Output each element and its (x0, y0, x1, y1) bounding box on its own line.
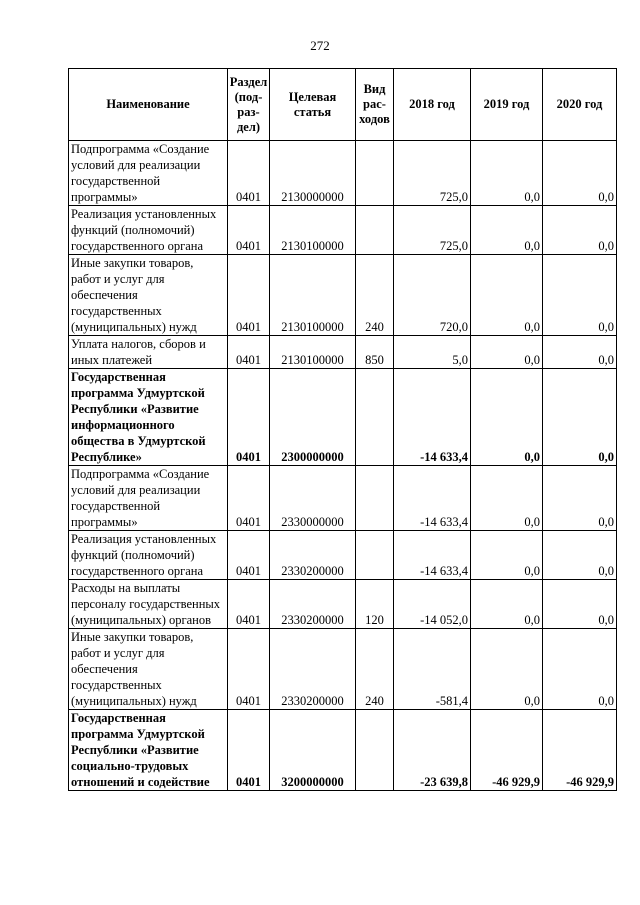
cell-y2020: 0,0 (543, 466, 617, 531)
cell-y2018: -14 052,0 (394, 580, 471, 629)
cell-type: 240 (356, 255, 394, 336)
header-type: Вид рас-ходов (356, 69, 394, 141)
cell-name: Расходы на выплаты персоналу государственных (муниципальных) органов (69, 580, 228, 629)
cell-target: 3200000000 (270, 710, 356, 791)
cell-target: 2130100000 (270, 336, 356, 369)
cell-y2020: 0,0 (543, 255, 617, 336)
cell-name: Государственная программа Удмуртской Республики «Развитие информационного общества в Удмуртской Республике» (69, 369, 228, 466)
cell-y2020: 0,0 (543, 206, 617, 255)
cell-y2019: 0,0 (471, 255, 543, 336)
header-2020: 2020 год (543, 69, 617, 141)
table-row (69, 580, 617, 629)
cell-target: 2130100000 (270, 206, 356, 255)
cell-type (356, 206, 394, 255)
table-row (69, 369, 617, 466)
cell-y2020: 0,0 (543, 141, 617, 206)
table-row (69, 629, 617, 710)
cell-section: 0401 (228, 466, 270, 531)
cell-type (356, 466, 394, 531)
cell-section: 0401 (228, 629, 270, 710)
cell-section: 0401 (228, 255, 270, 336)
table-row (69, 141, 617, 206)
cell-y2018: 725,0 (394, 206, 471, 255)
cell-y2019: -46 929,9 (471, 710, 543, 791)
cell-target: 2330200000 (270, 580, 356, 629)
header-2019: 2019 год (471, 69, 543, 141)
cell-y2018: -14 633,4 (394, 369, 471, 466)
cell-y2018: -23 639,8 (394, 710, 471, 791)
cell-name: Реализация установленных функций (полномочий) государственного органа (69, 206, 228, 255)
cell-y2018: 725,0 (394, 141, 471, 206)
cell-y2018: -581,4 (394, 629, 471, 710)
cell-type (356, 531, 394, 580)
cell-y2018: -14 633,4 (394, 531, 471, 580)
cell-type: 120 (356, 580, 394, 629)
cell-y2018: -14 633,4 (394, 466, 471, 531)
cell-name: Уплата налогов, сборов и иных платежей (69, 336, 228, 369)
cell-name: Государственная программа Удмуртской Республики «Развитие социально-трудовых отношений и содействие (69, 710, 228, 791)
cell-y2020: -46 929,9 (543, 710, 617, 791)
cell-section: 0401 (228, 531, 270, 580)
budget-table (68, 68, 617, 791)
header-name: Наименование (69, 69, 228, 141)
cell-target: 2130100000 (270, 255, 356, 336)
table-row (69, 206, 617, 255)
header-section: Раздел (под-раз-дел) (228, 69, 270, 141)
cell-y2019: 0,0 (471, 336, 543, 369)
table-row (69, 255, 617, 336)
cell-section: 0401 (228, 369, 270, 466)
cell-section: 0401 (228, 710, 270, 791)
cell-y2019: 0,0 (471, 580, 543, 629)
table-row (69, 336, 617, 369)
table-row (69, 710, 617, 791)
cell-y2020: 0,0 (543, 369, 617, 466)
cell-y2020: 0,0 (543, 336, 617, 369)
cell-y2019: 0,0 (471, 369, 543, 466)
cell-y2019: 0,0 (471, 531, 543, 580)
cell-y2019: 0,0 (471, 629, 543, 710)
cell-y2019: 0,0 (471, 141, 543, 206)
cell-y2019: 0,0 (471, 466, 543, 531)
header-row (69, 69, 617, 141)
cell-type (356, 710, 394, 791)
table-row (69, 531, 617, 580)
cell-y2019: 0,0 (471, 206, 543, 255)
header-target: Целевая статья (270, 69, 356, 141)
cell-type (356, 141, 394, 206)
cell-type (356, 369, 394, 466)
cell-name: Иные закупки товаров, работ и услуг для обеспечения государственных (муниципальных) нужд (69, 255, 228, 336)
cell-section: 0401 (228, 206, 270, 255)
cell-name: Подпрограмма «Создание условий для реализации государственной программы» (69, 141, 228, 206)
cell-target: 2330000000 (270, 466, 356, 531)
cell-section: 0401 (228, 580, 270, 629)
cell-y2020: 0,0 (543, 531, 617, 580)
cell-type: 240 (356, 629, 394, 710)
header-2018: 2018 год (394, 69, 471, 141)
cell-name: Реализация установленных функций (полномочий) государственного органа (69, 531, 228, 580)
cell-target: 2300000000 (270, 369, 356, 466)
cell-type: 850 (356, 336, 394, 369)
table-row (69, 466, 617, 531)
cell-y2020: 0,0 (543, 629, 617, 710)
cell-y2018: 5,0 (394, 336, 471, 369)
cell-target: 2330200000 (270, 629, 356, 710)
cell-target: 2330200000 (270, 531, 356, 580)
cell-y2020: 0,0 (543, 580, 617, 629)
cell-section: 0401 (228, 336, 270, 369)
cell-name: Иные закупки товаров, работ и услуг для обеспечения государственных (муниципальных) нужд (69, 629, 228, 710)
cell-target: 2130000000 (270, 141, 356, 206)
cell-section: 0401 (228, 141, 270, 206)
cell-name: Подпрограмма «Создание условий для реализации государственной программы» (69, 466, 228, 531)
cell-y2018: 720,0 (394, 255, 471, 336)
page-number: 272 (310, 38, 330, 53)
